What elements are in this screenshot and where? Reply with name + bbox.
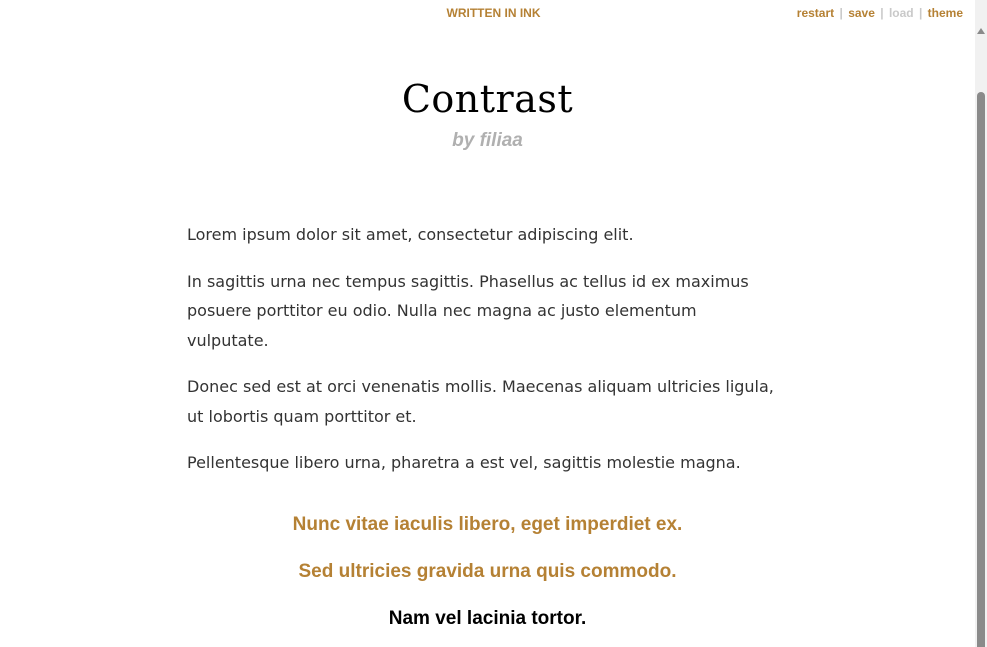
save-button[interactable]: save: [848, 6, 875, 20]
control-separator: |: [880, 6, 884, 20]
choice-item[interactable]: Nunc vitae iaculis libero, eget imperdiet ex.: [292, 514, 683, 535]
restart-button[interactable]: restart: [796, 6, 835, 20]
choice-list: [0, 511, 975, 647]
story-title: Contrast: [401, 77, 574, 121]
story-paragraph: Pellentesque libero urna, pharetra a est vel, sagittis molestie magna.: [187, 453, 741, 472]
control-separator: |: [918, 6, 923, 20]
scroll-up-arrow-icon[interactable]: [977, 28, 985, 34]
choice-item[interactable]: Nam vel lacinia tortor.: [388, 608, 587, 629]
game-controls: [797, 6, 963, 20]
theme-button[interactable]: theme: [927, 6, 963, 20]
story-paragraph: Lorem ipsum dolor sit amet, consectetur adipiscing elit.: [187, 225, 634, 244]
choice-item[interactable]: Sed ultricies gravida urna quis commodo.: [298, 561, 677, 582]
load-button[interactable]: load: [888, 6, 914, 20]
title-area: [0, 76, 975, 152]
story-byline: by filiaa: [452, 130, 523, 151]
scrollbar[interactable]: [975, 0, 987, 647]
story-text: [187, 220, 782, 495]
header-bar: [0, 0, 975, 30]
story-paragraph: Donec sed est at orci venenatis mollis. Maecenas aliquam ultricies ligula, ut lobortis quam porttitor et.: [187, 377, 774, 426]
control-separator: |: [839, 6, 843, 20]
story-paragraph: In sagittis urna nec tempus sagittis. Phasellus ac tellus id ex maximus posuere porttitor eu odio. Nulla nec magna ac justo elementum vulputate.: [187, 271, 749, 350]
scrollbar-thumb[interactable]: [977, 92, 985, 647]
brand-label: WRITTEN IN INK: [446, 6, 541, 20]
